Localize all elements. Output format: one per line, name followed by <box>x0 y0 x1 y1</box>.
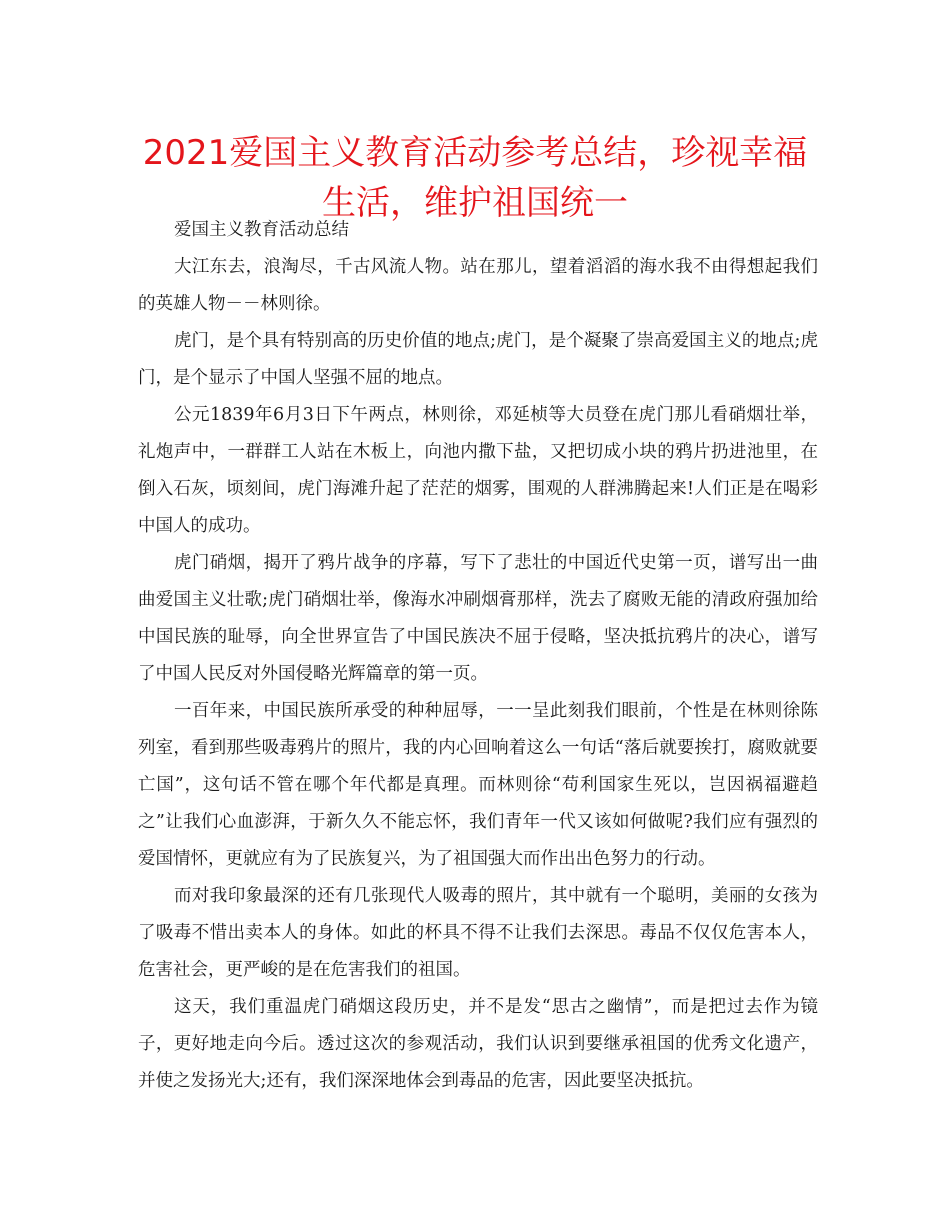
paragraph: 公元1839年6月3日下午两点，林则徐，邓延桢等大员登在虎门那儿看硝烟壮举，礼炮声中，一群群工人站在木板上，向池内撒下盐，又把切成小块的鸦片扔进池里，在倒入石灰，顷刻间，虎门海滩升起了茫茫的烟雾，围观的人群沸腾起来!人们正是在喝彩中国人的成功。 <box>138 405 818 536</box>
paragraph: 这天，我们重温虎门硝烟这段历史，并不是发“思古之幽情”，而是把过去作为镜子，更好地走向今后。透过这次的参观活动，我们认识到要继承祖国的优秀文化遗产，并使之发扬光大;还有，我们深深地体会到毒品的危害，因此要坚决抵抗。 <box>138 997 818 1091</box>
paragraph: 一百年来，中国民族所承受的种种屈辱，一一呈此刻我们眼前，个性是在林则徐陈列室，看到那些吸毒鸦片的照片，我的内心回响着这么一句话“落后就要挨打，腐败就要亡国”，这句话不管在哪个年代都是真理。而林则徐“苟利国家生死以，岂因祸福避趋之”让我们心血澎湃，于新久久不能忘怀，我们青年一代又该如何做呢?我们应有强烈的爱国情怀，更就应有为了民族复兴，为了祖国强大而作出出色努力的行动。 <box>138 701 818 869</box>
document-title: 2021爱国主义教育活动参考总结，珍视幸福生活，维护祖国统一 <box>142 133 808 223</box>
paragraph-subtitle: 爱国主义教育活动总结 <box>174 220 349 240</box>
document-body <box>138 212 818 1100</box>
paragraph: 虎门硝烟，揭开了鸦片战争的序幕，写下了悲壮的中国近代史第一页，谱写出一曲曲爱国主义壮歌;虎门硝烟壮举，像海水冲刷烟膏那样，洗去了腐败无能的清政府强加给中国民族的耻辱，向全世界宣告了中国民族决不屈于侵略，坚决抵抗鸦片的决心，谱写了中国人民反对外国侵略光辉篇章的第一页。 <box>138 553 818 684</box>
paragraph: 而对我印象最深的还有几张现代人吸毒的照片，其中就有一个聪明，美丽的女孩为了吸毒不惜出卖本人的身体。如此的杯具不得不让我们去深思。毒品不仅仅危害本人，危害社会，更严峻的是在危害我们的祖国。 <box>138 886 818 980</box>
paragraph: 大江东去，浪淘尽，千古风流人物。站在那儿，望着滔滔的海水我不由得想起我们的英雄人物－－林则徐。 <box>138 257 818 314</box>
paragraph: 虎门，是个具有特别高的历史价值的地点;虎门，是个凝聚了崇高爱国主义的地点;虎门，是个显示了中国人坚强不屈的地点。 <box>138 331 818 388</box>
